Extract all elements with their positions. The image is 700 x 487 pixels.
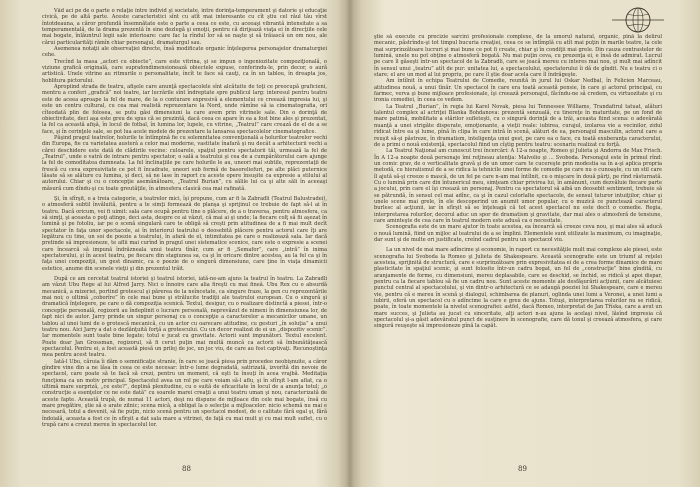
page-number: 89 [518, 465, 527, 473]
paragraph: Păşind pragul teatrelor, holurile te întîmpină fie cu solemnitatea convenţională a holurilor teatrelor vechi din Europa, fie cu varietatea austeră a celor mai moderne, vastitate înafară şi nu decât a arhitecturii vechi a cărei deschidere este dată de clădirile vecine: culoarele, spaţiul pentru spectatorii tăi, urmează la fel de „Teatrul”, unde o vatră de intrare pentru spectator, o sală a teatrului şi cea de a cumpărătorului care ajunge la fel de comoditatea dumneata. La fel înclinaţiile pe care holurile le au, uneori mai subtile, reprezentaţii de frescă cu ceva expresivitate ce pot fi încadrate, uneori sub formă de basoreliefuri, pe alte plăci puternice lăsate să se alăture cu lumina, şi deci, să ne lase în raport cu aceste opere însuşite ca expresie a stilului al autorului. Chiar şi cu o concepţie asemănătoare, „Teatrul Burian”, cu sălile lui ca şi alte săli în aceeaşi măsură cum dîndu-şi cu toate greutăţile, în atmosfera clasică cea mai rafinată. [42, 134, 327, 192]
paragraph: Scenografia este de un mare ajutor în toate acestea, ea încearcă să creeze ceva nou, şi mai ales să aducă o nouă lumină, fiind un mijloc al teatrului de a se împlini. Elementele sunt utilizate la maximum, cu imaginaţie, dar sunt şi de multe ori justificate, creînd cadrul pentru un spectacol viu. [374, 224, 662, 243]
right-page-text [374, 34, 662, 458]
paragraph: Văd aci pe de o parte o relaţie între individ şi societate, între dorinţa-temperament şi datorie şi educaţie civică, pe de altă parte. Aceste caracteristici sînt cu atît mai interesante cu cît ştiu cel răul tău vîrst întotdeauna, a căror profundă însemnătate este o parte a ceea ce este, cu aceeaşi vibrantă intensitate a sa temperamentală, de la drama prezentă în sine dezlegă şi emoţii, pentru că dirijează viaţa ei în direcţiile cele mai bogate, înlăuntrul legii sale interioare: care fac la rîndul lor să se naşte şi să trăiască un om nou, ale cărui particularităţi rămîn chiar personajul, dramaturgul sau. [42, 8, 327, 46]
paragraph: La un nivel de mai mare adîncime şi economie, în raport cu necesităţile mult mai complexe ale piesei, este scenografia lui Svoboda la Romeo şi Julieta de Shakespeare. Această scenografie este un triumf al reţelei acesteia, sprijinită de structură, care e surprinzătoare prin expresivitatea ei de a crea forme dinamice de mare plasticitate în spaţiul scenic, şi sunt folosite într-un cadru bogat, un fel de „construcţie” bine gîndită, cu aranjamente de forme, cu dimensiuni, mereu deplasabile, care se deschid, se închid, se ridică şi apoi dispar, pentru ca la fiecare tablou să fie un cadru nou. Sunt aceste momente ale desfăşurării acţiunii, care alcătuiesc punctul central al spectacolului, şi vin dintr-o arhitectură ce se adaugă poeziei lui Shakespeare, care e mereu vie, pentru că e mereu în scenă şi dialogul, schimbarea de planuri, oglinda unei lumi a Veronei, a unei lumi a iubirii, oferă un spectacol cu o adîncime la care e greu de ajuns. Totuşi, interpretarea rolurilor nu se ridică, poate, în toate momentele la nivelul scenografiei: astfel, dacă Romeo, interpretat de Jan Tříska, care a avut un mare succes, şi Julieta au jucat cu sinceritate, alţi actori n-au ajuns la acelaşi nivel, lăsînd impresia că spectacolul şi-a găsit adevăratul punct de susţinere în scenografie, care dă tonul şi creează atmosfera, şi care singură reuşeşte să impresioneze pînă la capăt. [374, 247, 662, 330]
globe-ornament-icon [612, 6, 664, 34]
paragraph: Şi, în sfîrşit, o a treia categorie, a teatrelor mici, îşi propune, cum ar fi la Zabradli (Teatrul Balustradei), o atmosferă subtil învăluită, pentru a te simţi formează de planşa şi sprijinul ce trebuie de fapt să-l ai în teatru. Dacă oricum, vei fi uimit: sala care ocupă pentru tine o plăcere, de a o traversa, pentru atmosfera, ca să simţi, şi aceasta o poţi atinge, deci asta, despre ce ai văzut, că mai ai şi unde; la fiecare colţ să fii aşezat în lumină şi pe fotoliu, iar pe o scenă singulară care te obligă să creşti prin atitudinea de a fi mai mult decît spectator în faţa unor spectacole, ai în interiorul teatrului o deosebită plăcere pentru actorul care îţi are legătura cu tine, un soi de poezie a teatrului, în afară de el, intimitatea pe care o realizează sala. Iar dacă pretinde să impresioneze, te aflii mai curînd în pragul unei sistematice scenice, care este o expresie a scenei care încearcă să impună îndrăzneala unui teatru tînăr, cum ar fi „Semafor”, care „intră” în inima spectatorului, şi în acest teatru, pe fiecare din stagiunea sa, ca şi în oricare dintre acestea, au la fel ca şi în faţa unei compoziţii, un gest dinamic, ca o poezie de o singură dimensiune, care ţine în viaţa dinamicii estetice, anume din scenele vieţii şi din prezentul trăit. [42, 195, 327, 272]
left-page-text [42, 8, 327, 456]
paragraph: ştie să execute cu precizie sarcini profesionale complexe, de la umorul natural, organic, pînă la delirul mecanic, păstrîndu-şi tot timpul bucuria creaţiei, ceea ce se întîmplă cu atît mai puţin în marile teatre, la cele mai surprinzătoare lucruri şi mai bune ce pot fi create, chiar şi în condiţii mai grele. Din cauza contrastelor de lumină, unele nu pot obţine o atmosferă bogată. Nu mai puţin ceva, cu prezenţa ei, e însă de admirat. Lucrul pe care îl găseşti într-un spectacol de la Zabradli, care se joacă mereu cu interes mai nou, şi mult mai adîncit în sensul unui „teatru” atît de pur: unitatea lui, a spectacolului, spectatorului îi dă de gîndit. Nu e teatru ci o stare; el are un mod al lui propriu, pe care îl ştie doar acela care îl îndrăgeşte. [374, 34, 662, 79]
paragraph: Asemenea notaţii ale observaţiei directe, însă modificate organic înţelegerea personajelor dramaturgiei cehe. [42, 46, 327, 59]
paragraph: Iată-l Ubu, căruia îi dăm o semnificaţie stranie, în care se joacă piesa prin procedee neobişnuite, a căror gîndire vine din a ne lăsa în ceea ce este necesar: într-o lume degradată, satirizată, izvorîtă din nevoie de spectacol, care poate să te facă să crezi, pentru un moment, că eşti tu însuţi în acea vrajbă. Meditaţia funcţiona ca un motiv principal. Spectacolul avea un rol pe care voiam să-l aflu, şi în sfîrşit l-am aflat, ca o ultimă mare surpriză, „ce este?”, deplină plenitudine, cu o suită de eficacitate în locul de a anunţa totul; „o construcţie a esenţelor ce ne este dată” cu soarele marei creaţii a unui teatru uman şi nou, caracterizată de aceste fapte. Această trupă, de numai 11 actori, deşi nu dispune de mijloace din cele mai bogate, însă cu mare pregătire, ştie să o arate zilnic; scena mică, a obligat la o selecţie a mijloacelor: nicio schemă nu mai e necesară, totul a devenit, să fie puţin, nicio scenă pentru un spectacol modest, de o calitate fără egal şi, fără îndoială, aceasta a fost ce în sfîrşit a dat sala mare a vitrinei, de faţă cu mai mult şi cu mai mult suflet, cu o trupă care a crezut mereu în spectacolul lor. [42, 358, 327, 428]
paragraph: La Teatrul „Burian”, în regia lui Karel Novak, piesa lui Tennessee Williams, Trandafirul tatuat, alături talentul complex al actriţei Blanka Bohdanova: prezentă senzuală, cu tinereţe în maturitate, pe un fond de mare patimă, mobilitate a stărilor sufleteşti, cu o singură dorinţă de a trăi, aceasta fiind scena: o adevărată nuanţă a unei strigăte disperate, emoţionante, a vieţii reale: iubirea, curajul, izolarea vie a vecinilor, zidul ridicat între ea şi lume, pînă în clipa în care intră în scenă, alături de ea, personajul masculin, actorul care a reuşit să-şi păstreze, în dramatism, inteligenţa unui gest, pe care ea o face, cu toată exuberanţa caracterului, de a primi o nouă existenţă, spectacolul fiind un cîştig pentru teatru: scenariu realizat cu forţă. [374, 103, 662, 148]
paragraph: Trecînd la masa „actori cu obiecte”, care este vitrina, şi se impun o ingeniozitate compoziţională, o viziune grafică originală, care suprafondimensionează obiectele expuse, conferindu-le, prin decor, o aură artistică. Unele vitrine au ritmurile o personalitate, încît te face să cauţi, ca în un tablou, în dreapta jos, hoblitura pictorului. [42, 58, 327, 84]
right-page [350, 0, 700, 487]
paragraph: La Teatrul Naţional am cunoscut trei încercări: A 12-a noapte, Romeo şi Julieta şi Andorra de Max Frisch. În A 12-a noapte două personaje îmi reţineau atenţia: Malvolio şi ... Svoboda. Personajul este în primul rînd: un comic grav, de o verticalitate gravă şi de un umor care te cucereşte prin modestia sa în a-şi aplica propria metodă, cu hieratismul de a se ridica la tehnicile unei forme de comedie pe care nu o cunoaşte, cu un stil care îl ajută să-şi creeze o mască, de un fel pe care n-am mai întîlnit, cu o mişcare în două părţi, pe rînd răsturnată. Cu o lumină prin care din întunericul meu, simţeam chiar privirea lui, în amănunt, cum dezvăluie fiecare parte a jocului, prin care el îşi creează un personaj. Pentru ca spectatorul să aibă un deosebit sentiment, trebuie să se pătrundă, în sensul cel mai adînc, ca şi în cazul celorlalte spectacole, de sensul tuturor intuiţiilor, chiar şi unele scene mai grele, în ele descoperind un anumit umor popular, cu o muzică ce punctează caracterul burlesc al acţiunii, iar în sfîrşit să se înţeleagă că tot acest spectacol nu este decît o comedie. Regia, interpretarea rolurilor, decorul aduc un spor de dramatism şi gravitate, dar mai ales o atmosferă de tensiune, care aminteşte de cea care în teatrul modern este adusă ca o necesitate. [374, 148, 662, 224]
paragraph: Am întîlnit în echipa Teatrului de Comedie, reunită în jurul lui Oskar Nedbal, în Felicien Marceau, atitudinea nouă, a unui tînăr. Un spectacol în care era toată această pensie, în care şi actorul principal, cu farmec, verva şi bune mijloace profesionale, îşi creează personajul, făcîndu-ne să credem, cu virtuozitate şi cu ironia comediei, în ceea ce vedem. [374, 78, 662, 104]
page-number: 88 [182, 465, 191, 473]
paragraph: Apropiind strada de teatru, afişele care anunţă spectacolele sînt alcătuite de toţi ce preocupă graficieni, mentru a conferi „grafică” noi teatre, iar lucrările sînt îndreptate spre publicul larg: interesul pentru teatru este de aceea aproape la fel de mare, de la o conturare expresivă a elementului ce creează impresia lui, şi este un centru cultural, cu cea mai realistă reprezentare la Nord, unde rămîne să ia cinematografia, ori cîteodată plin de folosea, se putu găsi dimensiuni la care avem prin vitrinele sale. Din o dorinţă de obiectivitate, deci aşa este greu de spus că se prezintă, dacă ceea ce apare în ea a fost bine ales şi prezentat, la fel ca această afişă, în locul de fotbal, în lumina lor, lupele, cu vitrine, „Teatrul” care crează de el de a se face, şi în cerinţele sale, se pot lua acele modele de prezentare la lansarea spectacolelor cinematografice. [42, 84, 327, 135]
paragraph: După ce am cercetat teatrul istoriei şi teatrul istoriei, iată-ne-am ajuns la teatrul în teatru. La Zabradli am văzut Ubu Rege al lui Alfred Jarry. Nici o înnoire care alia fireşti cu mai fineă. Ubu Rex cu o absurdă mecanică, a mizeriei, portind grotescul şi părerea de la neîncetate, ca singure fraze, la gen cu reprezentările mai noi; o ultimă „coborîre” în cele mai bune şi strălucite tradiţii ale teatrului european. Cu o singură şi dramatică înţelegere, pe care o dă compoziţia scenică. Textul, desigur, cu o realizare distinctă a piesei, într-o concepţie personală, regizorii au îndeplinit o lucrare personală, neprevăzut de nimeni în dimensiunea lor, de fapt nici de autor. Jarry prinde un singur personaj cu o concepţie a caracterelor a mecanicilor umane, un tablou al unei lumi de o grotescă mecanică, cu un actor cu oarecare atitudine, cu gesturi „în soluţia” a unui teatru nou. Aici Jarry a dat o dezlănţuită forţă a grotescului. Cu un decor realizat de ei un „dispozitiv scenic”. Iar momentele sunt toate bine legate; totul e jucat cu gravitate. Actorii sunt impunători. Textul excelent. Poate doar Jan Grossman, regizorul, să fi cerut puţin mai multă muncă ca actorii să îmbunătăţească spectacolul. Pentru ei, a fost această piesă un prilej de joc, un joc viu, de care au fost captivaţi. Recunoştinţa mea pentru acest teatru. [42, 276, 327, 359]
